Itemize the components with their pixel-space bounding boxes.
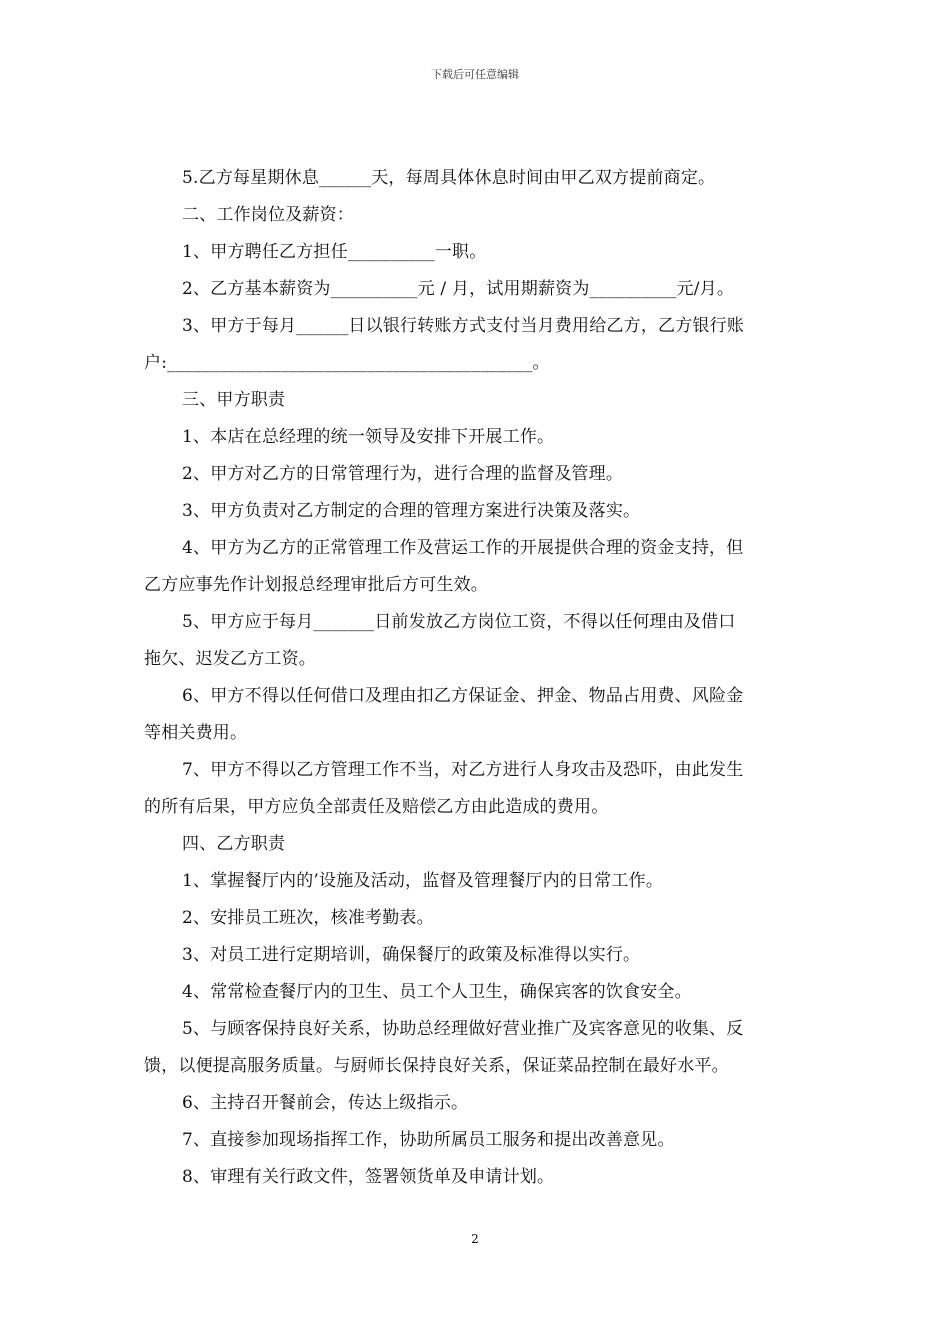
paragraph-line: 5、与顾客保持良好关系，协助总经理做好营业推广及宾客意见的收集、反 bbox=[182, 1019, 744, 1039]
paragraph-line: 馈，以便提高服务质量。与厨师长保持良好关系，保证菜品控制在最好水平。 bbox=[144, 1056, 729, 1076]
paragraph-line: 6、主持召开餐前会，传达上级指示。 bbox=[182, 1093, 469, 1113]
paragraph-line: 5.乙方每星期休息______天，每周具体休息时间由甲乙双方提前商定。 bbox=[182, 168, 716, 188]
paragraph-line: 1、本店在总经理的统一领导及安排下开展工作。 bbox=[182, 427, 555, 447]
paragraph-line: 4、甲方为乙方的正常管理工作及营运工作的开展提供合理的资金支持，但 bbox=[182, 538, 744, 558]
paragraph-line: 2、安排员工班次，核准考勤表。 bbox=[182, 908, 434, 928]
page-number: 2 bbox=[471, 1232, 479, 1246]
paragraph-line: 7、甲方不得以乙方管理工作不当，对乙方进行人身攻击及恐吓，由此发生 bbox=[182, 760, 744, 780]
paragraph-line: 2、甲方对乙方的日常管理行为，进行合理的监督及管理。 bbox=[182, 464, 624, 484]
section-heading: 四、乙方职责 bbox=[182, 834, 286, 854]
paragraph-line: 乙方应事先作计划报总经理审批后方可生效。 bbox=[144, 575, 488, 595]
paragraph-line: 6、甲方不得以任何借口及理由扣乙方保证金、押金、物品占用费、风险金 bbox=[182, 686, 744, 706]
paragraph-line: 3、甲方于每月______日以银行转账方式支付当月费用给乙方，乙方银行账 bbox=[182, 316, 745, 336]
paragraph-line: 2、乙方基本薪资为__________元 / 月，试用期薪资为__________元/月。 bbox=[182, 279, 735, 299]
paragraph-line: 4、常常检查餐厅内的卫生、员工个人卫生，确保宾客的饮食安全。 bbox=[182, 982, 692, 1002]
paragraph-line: 的所有后果，甲方应负全部责任及赔偿乙方由此造成的费用。 bbox=[144, 797, 609, 817]
paragraph-line: 3、对员工进行定期培训，确保餐厅的政策及标准得以实行。 bbox=[182, 945, 641, 965]
paragraph-line: 5、甲方应于每月_______日前发放乙方岗位工资，不得以任何理由及借口 bbox=[182, 612, 736, 632]
section-heading: 二、工作岗位及薪资： bbox=[182, 205, 354, 225]
paragraph-line: 户:__________________________________________。 bbox=[144, 353, 550, 373]
section-heading: 三、甲方职责 bbox=[182, 390, 286, 410]
paragraph-line: 等相关费用。 bbox=[144, 723, 248, 743]
paragraph-line: 7、直接参加现场指挥工作，协助所属员工服务和提出改善意见。 bbox=[182, 1130, 675, 1150]
document-body bbox=[144, 160, 809, 1196]
paragraph-line: 8、审理有关行政文件，签署领货单及申请计划。 bbox=[182, 1167, 555, 1187]
paragraph-line: 1、掌握餐厅内的’设施及活动，监督及管理餐厅内的日常工作。 bbox=[182, 871, 664, 891]
paragraph-line: 3、甲方负责对乙方制定的合理的管理方案进行决策及落实。 bbox=[182, 501, 641, 521]
page-header: 下载后可任意编辑 bbox=[431, 68, 519, 81]
paragraph-line: 1、甲方聘任乙方担任__________一职。 bbox=[182, 242, 487, 262]
paragraph-line: 拖欠、迟发乙方工资。 bbox=[144, 649, 316, 669]
